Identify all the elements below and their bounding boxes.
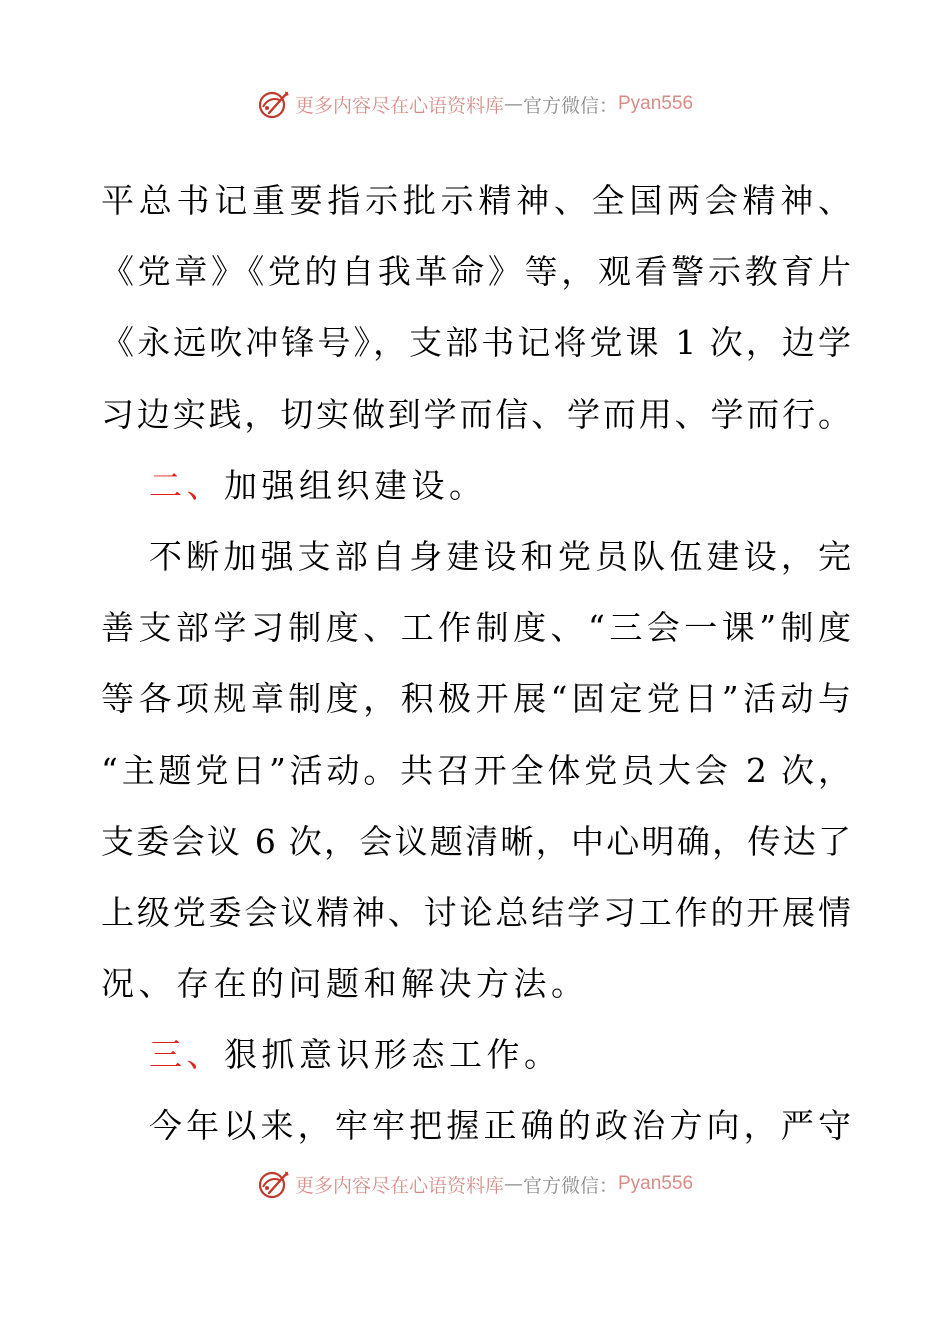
header-banner — [0, 84, 950, 124]
paragraph-line: 况、存在的问题和解决方法。 — [101, 964, 589, 1004]
paragraph-line: 善支部学习制度、工作制度、“三会一课”制度 — [101, 608, 851, 648]
paragraph-line: 习边实践，切实做到学而信、学而用、学而行。 — [101, 394, 851, 434]
banner-wechat-id: Pyan556 — [618, 93, 694, 114]
section-number: 二、 — [149, 465, 224, 505]
paragraph-line: 等各项规章制度，积极开展“固定党日”活动与 — [101, 679, 851, 719]
section-heading-2 — [101, 450, 851, 521]
pen-signature-logo-icon — [257, 87, 291, 121]
banner-site-name: 更多内容尽在心语资料库 — [294, 1174, 504, 1197]
banner-wechat-label: 官方微信： — [522, 94, 618, 117]
paragraph-line: 上级党委会议精神、讨论总结学习工作的开展情 — [101, 892, 851, 932]
paragraph-line: 平总书记重要指示批示精神、全国两会精神、 — [101, 181, 851, 220]
section-title: 加强组织建设。 — [224, 465, 487, 505]
banner-dash: — — [503, 93, 523, 115]
paragraph-line: 今年以来，牢牢把握正确的政治方向，严守 — [149, 1106, 851, 1146]
paragraph-line: 《永远吹冲锋号》，支部书记将党课 1 次，边学 — [101, 323, 851, 363]
banner-wechat-label: 官方微信： — [522, 1174, 618, 1197]
section-heading-3 — [101, 1019, 851, 1090]
paragraph-line: 支委会议 6 次，会议题清晰，中心明确，传达了 — [101, 821, 851, 861]
paragraph-line: 《党章》《党的自我革命》等，观看警示教育片 — [101, 252, 851, 292]
footer-banner — [0, 1164, 950, 1204]
pen-signature-logo-icon — [257, 1167, 291, 1201]
banner-site-name: 更多内容尽在心语资料库 — [294, 94, 504, 117]
banner-dash: — — [503, 1173, 523, 1195]
paragraph-line: 不断加强支部自身建设和党员队伍建设，完 — [149, 536, 851, 576]
document-body — [101, 165, 851, 1162]
paragraph-line: “主题党日”活动。共召开全体党员大会 2 次， — [101, 750, 851, 790]
section-title: 狠抓意识形态工作。 — [224, 1035, 562, 1075]
section-number: 三、 — [149, 1035, 224, 1075]
banner-wechat-id: Pyan556 — [618, 1173, 694, 1194]
